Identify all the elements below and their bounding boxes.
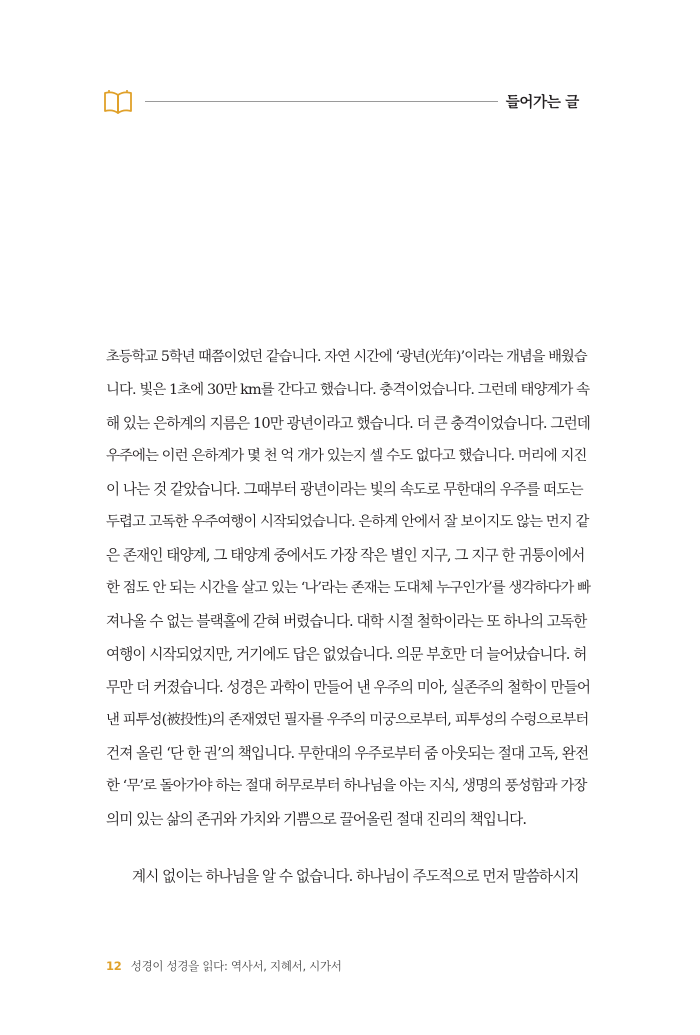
text-line: 의미 있는 삶의 존귀와 가치와 기쁨으로 끌어올린 절대 진리의 책입니다. [106, 811, 527, 828]
book-title: 성경이 성경을 읽다: 역사서, 지혜서, 시가서 [130, 959, 342, 973]
text-line: 두렵고 고독한 우주여행이 시작되었습니다. 은하계 안에서 잘 보이지도 않는 먼지 같 [106, 514, 589, 530]
text-line: 은 존재인 태양계, 그 태양계 중에서도 가장 작은 별인 지구, 그 지구 한 귀퉁이에서 [106, 547, 585, 564]
text-line: 무만 더 커졌습니다. 성경은 과학이 만들어 낸 우주의 미아, 실존주의 철학이 만들어 [106, 679, 591, 696]
page-number: 12 [106, 959, 122, 973]
page-footer [106, 958, 342, 974]
text-line: 해 있는 은하계의 지름은 10만 광년이라고 했습니다. 더 큰 충격이었습니다. 그런데 [106, 415, 590, 432]
text-line: 이 나는 것 같았습니다. 그때부터 광년이라는 빛의 속도로 무한대의 우주를 떠도는 [106, 481, 583, 498]
page-header [0, 0, 700, 130]
text-line: 여행이 시작되었지만, 거기에도 답은 없었습니다. 의문 부호만 더 늘어났습니다. 허 [106, 646, 587, 663]
text-line: 져나올 수 없는 블랙홀에 갇혀 버렸습니다. 대학 시절 철학이라는 또 하나의 고독한 [106, 613, 587, 630]
text-line: 낸 피투성(被投性)의 존재였던 필자를 우주의 미궁으로부터, 피투성의 수렁으로부터 [106, 712, 589, 728]
paragraph-1 [106, 341, 592, 836]
text-line: 건져 올린 ‘단 한 권’의 책입니다. 무한대의 우주로부터 줌 아웃되는 절대 고독, 완전 [106, 745, 589, 762]
header-divider [145, 101, 498, 102]
paragraph-2 [106, 860, 592, 893]
text-line: 초등학교 5학년 때쯤이었던 같습니다. 자연 시간에 ‘광년(光年)’이라는 개념을 배웠습 [106, 349, 587, 365]
section-title: 들어가는 글 [505, 95, 579, 111]
text-line: 계시 없이는 하나님을 알 수 없습니다. 하나님이 주도적으로 먼저 말씀하시지 [132, 868, 579, 885]
text-line: 우주에는 이런 은하계가 몇 천 억 개가 있는지 셀 수도 없다고 했습니다. 머리에 지진 [106, 448, 587, 464]
open-book-icon [103, 89, 133, 115]
text-line: 니다. 빛은 1초에 30만 km를 간다고 했습니다. 충격이었습니다. 그런데 태양계가 속 [106, 382, 590, 398]
text-line: 한 ‘무’로 돌아가야 하는 절대 허무로부터 하나님을 아는 지식, 생명의 풍성함과 가장 [106, 778, 587, 794]
text-line: 한 점도 안 되는 시간을 살고 있는 ‘나’라는 존재는 도대체 누구인가’를 생각하다가 빠 [106, 580, 591, 596]
